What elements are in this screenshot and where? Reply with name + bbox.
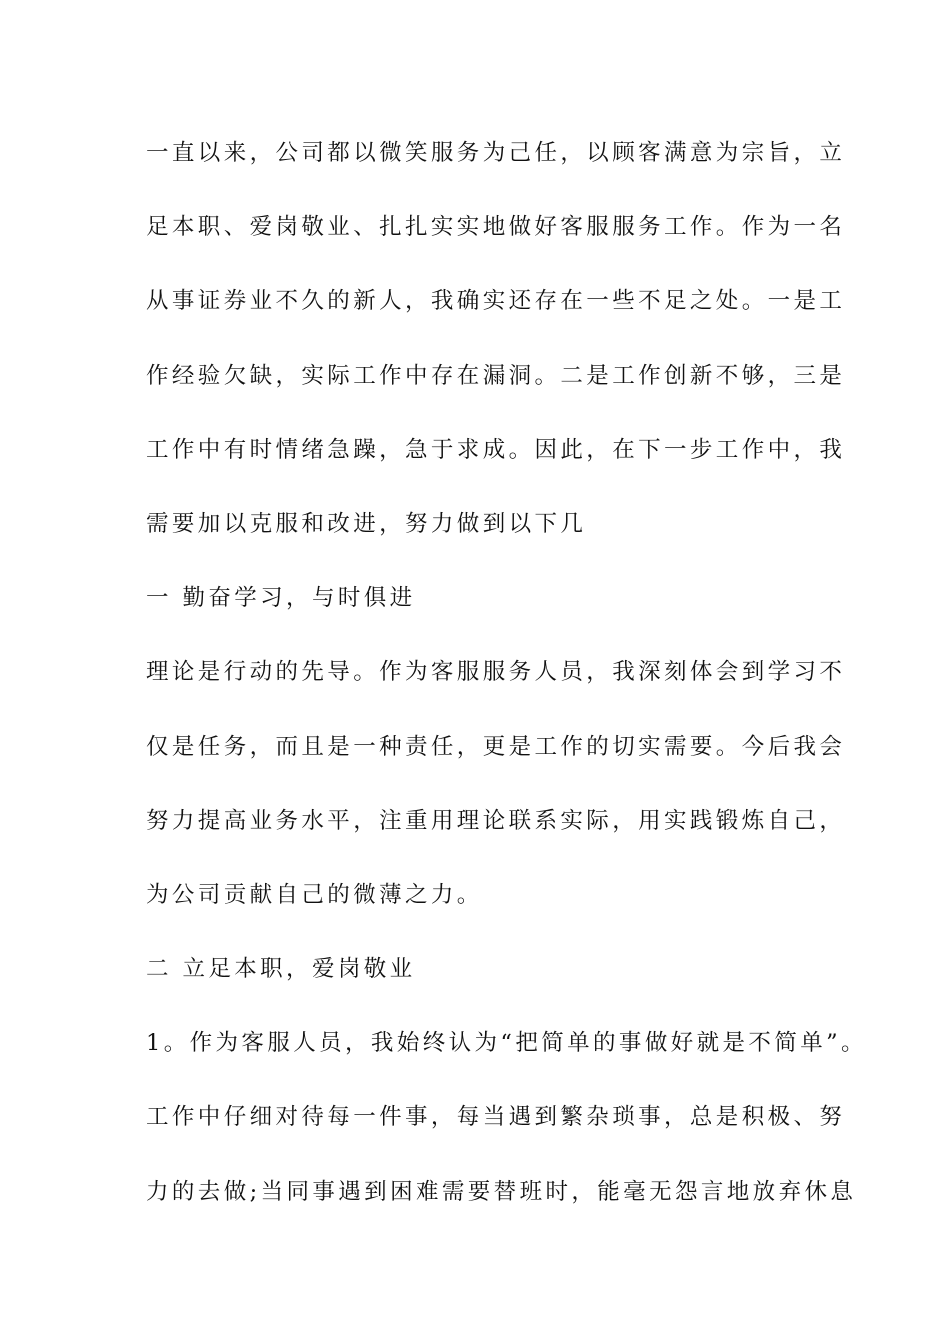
paragraph-line: 1。作为客服人员，我始终认为“把简单的事做好就是不简单”。 [146, 1030, 867, 1057]
paragraph-line: 作经验欠缺，实际工作中存在漏洞。二是工作创新不够，三是 [146, 362, 846, 389]
paragraph-line: 为公司贡献自己的微薄之力。 [146, 881, 483, 908]
section-heading-2: 二 立足本职，爱岗敬业 [146, 956, 416, 983]
document-body [146, 126, 867, 1239]
paragraph-line: 需要加以克服和改进，努力做到以下几 [146, 510, 587, 537]
paragraph-line: 足本职、爱岗敬业、扎扎实实地做好客服服务工作。作为一名 [146, 214, 846, 241]
paragraph-line: 工作中仔细对待每一件事，每当遇到繁杂琐事，总是积极、努 [146, 1104, 846, 1131]
paragraph-line: 力的去做;当同事遇到困难需要替班时，能毫无怨言地放弃休息 [146, 1178, 857, 1205]
paragraph-line: 努力提高业务水平，注重用理论联系实际，用实践锻炼自己， [146, 807, 846, 834]
paragraph-line: 工作中有时情绪急躁，急于求成。因此，在下一步工作中，我 [146, 436, 846, 463]
section-heading-1: 一 勤奋学习，与时俱进 [146, 585, 416, 612]
paragraph-line: 从事证券业不久的新人，我确实还存在一些不足之处。一是工 [146, 288, 846, 315]
paragraph-line: 一直以来，公司都以微笑服务为己任，以顾客满意为宗旨，立 [146, 140, 846, 166]
paragraph-line: 仅是任务，而且是一种责任，更是工作的切实需要。今后我会 [146, 733, 846, 760]
paragraph-line: 理论是行动的先导。作为客服服务人员，我深刻体会到学习不 [146, 659, 846, 686]
